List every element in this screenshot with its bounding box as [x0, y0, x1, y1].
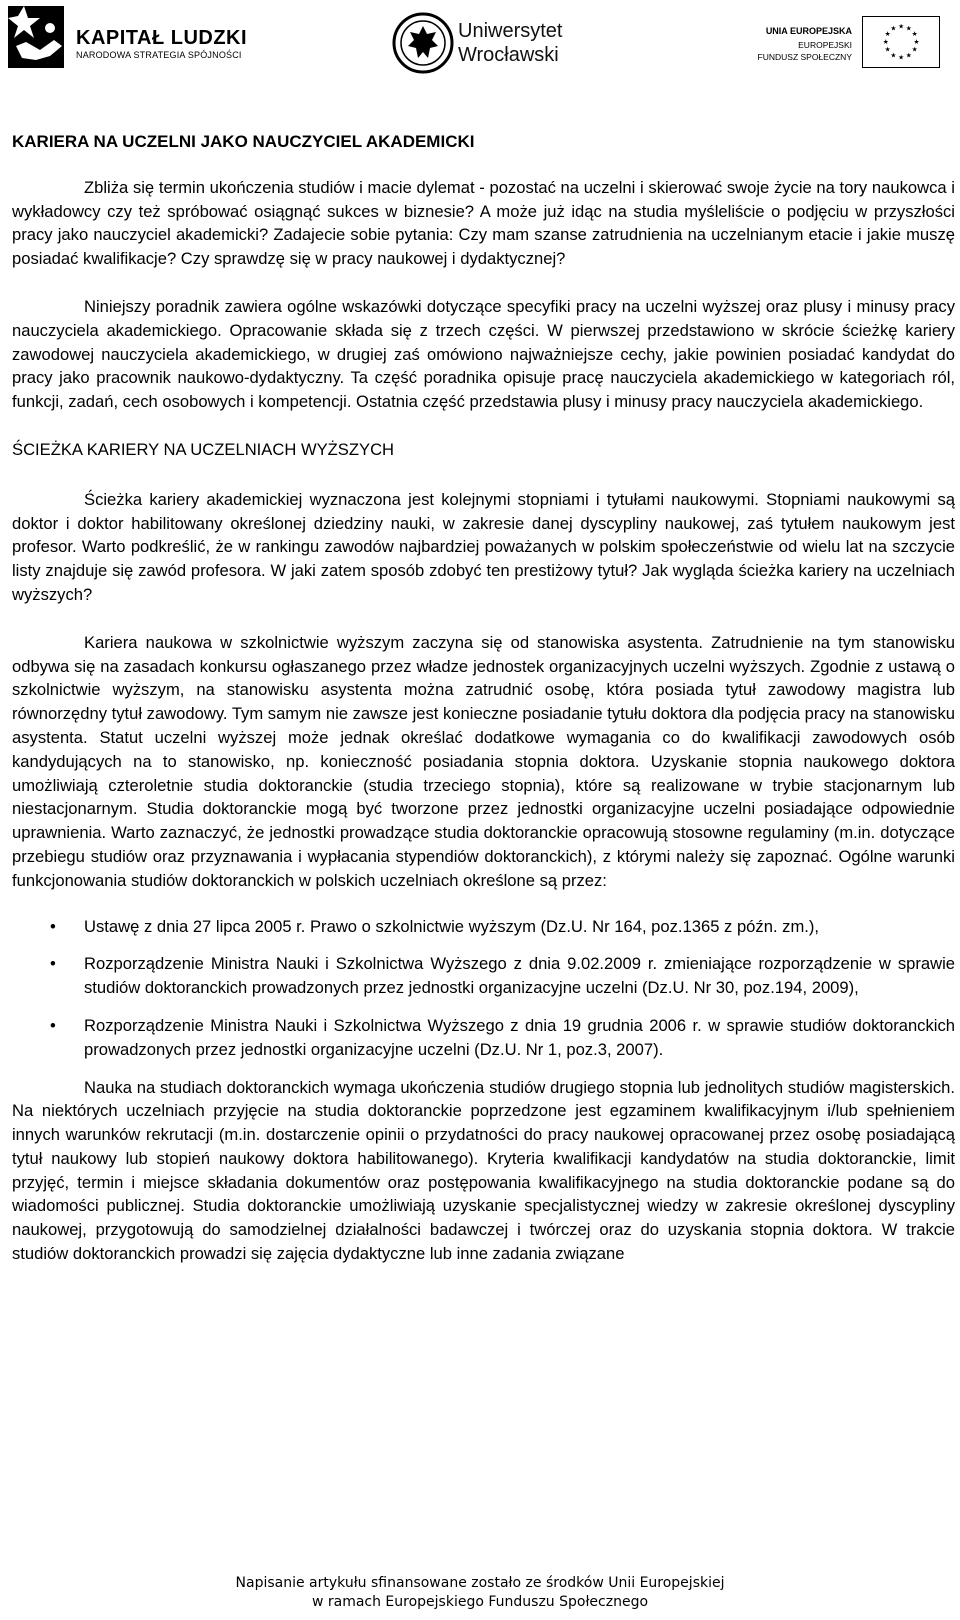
svg-text:★: ★ — [911, 45, 918, 54]
paragraph-assistant: Kariera naukowa w szkolnictwie wyższym zaczyna się od stanowiska asystenta. Zatrudnienie na tym stanowisku odbywa się na zasadach konkursu ogłaszanego przez władze jednostek organizacyjnych uczelni wyższych. Zgodnie z ustawą o szkolnictwie wyższym, na stanowisku asystenta można zatrudnić osobę, która posiada tytuł zawodowy magistra lub równorzędny tytuł zawodowy. Tym samym nie zawsze jest konieczne posiadanie tytułu doktora dla podjęcia pracy na stanowisku asystenta. Statut uczelni wyższej może jednak określać dodatkowe wymagania co do kwalifikacji zawodowych osób kandydujących na to stanowisko, np. konieczność posiadania stopnia doktora. Uzyskanie stopnia naukowego doktora umożliwiają czteroletnie studia doktoranckie (studia trzeciego stopnia), które są realizowane w trybie stacjonarnym lub niestacjonarnym. Studia doktoranckie mogą być tworzone przez jednostki organizacyjne uczelni posiadające odpowiednie uprawnienia. Warto zaznaczyć, że jednostki prowadzące studia doktoranckie opracowują stosowne regulaminy (m.in. dotyczące przebiegu studiów oraz przyznawania i wypłacania stypendiów doktoranckich), z którymi należy się zapoznać. Ogólne warunki funkcjonowania studiów doktoranckich w polskich uczelniach określone są przez: — [12, 632, 955, 890]
university-logo — [392, 12, 582, 74]
document-title: KARIERA NA UCZELNI JAKO NAUCZYCIEL AKADEMICKI — [12, 132, 475, 151]
footer-line2: w ramach Europejskiego Funduszu Społecznego — [311, 1594, 649, 1610]
svg-text:★: ★ — [890, 51, 897, 60]
paragraph-intro: Zbliża się termin ukończenia studiów i macie dylemat - pozostać na uczelni i skierować swoje życie na tory naukowca i wykładowcy czy też spróbować osiągnąć sukces w biznesie? A może już idąc na studia myśleliście o podjęciu w przyszłości pracy jako nauczyciel akademicki? Zadajecie sobie pytania: Czy mam szanse zatrudnienia na uczelnianym etacie i jakie muszę posiadać kwalifikacje? Czy sprawdzę się w pracy naukowej i dydaktycznej? — [12, 177, 955, 269]
svg-text:★: ★ — [882, 37, 889, 46]
section-heading: ŚCIEŻKA KARIERY NA UCZELNIACH WYŻSZYCH — [12, 439, 395, 459]
footer-line1: Napisanie artykułu sfinansowane zostało ze środków Unii Europejskiej — [235, 1575, 725, 1591]
eu-line3: FUNDUSZ SPOŁECZNY — [757, 52, 852, 62]
list-item — [12, 952, 955, 1000]
svg-text:★: ★ — [898, 22, 905, 31]
bullet-icon: • — [50, 954, 56, 974]
footer — [0, 1574, 960, 1612]
university-seal-icon — [392, 12, 454, 74]
eu-flag-icon — [862, 16, 940, 68]
paragraph-guide-overview: Niniejszy poradnik zawiera ogólne wskazówki dotyczące specyfiki pracy na uczelni wyższej oraz plusy i minusy pracy nauczyciela akademickiego. Opracowanie składa się z trzech części. W pierwszej przedstawiono w skrócie ścieżkę kariery zawodowej nauczyciela akademickiego, w drugiej zaś omówiono najważniejsze cechy, jakie powinien posiadać kandydat do pracy jako pracownik naukowo-dydaktyczny. Ta część poradnika opisuje pracę nauczyciela akademickiego w kategoriach ról, funkcji, zadań, cech osobowych i kompetencji. Ostatnia część przedstawia plusy i minusy pracy nauczyciela akademickiego. — [12, 296, 955, 412]
svg-text:★: ★ — [905, 51, 912, 60]
kapital-ludzki-title: KAPITAŁ LUDZKI — [76, 27, 248, 49]
svg-text:★: ★ — [884, 45, 891, 54]
svg-text:★: ★ — [913, 37, 920, 46]
eu-line2: EUROPEJSKI — [798, 40, 852, 50]
header-logos — [0, 0, 960, 80]
eu-logo — [748, 14, 948, 74]
document-body — [12, 130, 955, 1266]
kapital-ludzki-subtitle: NARODOWA STRATEGIA SPÓJNOŚCI — [76, 50, 242, 60]
list-item — [12, 1014, 955, 1062]
list-item-text: Ustawę z dnia 27 lipca 2005 r. Prawo o szkolnictwie wyższym (Dz.U. Nr 164, poz.1365 z późn. zm.), — [84, 916, 820, 936]
university-name-line1: Uniwersytet — [458, 20, 563, 42]
svg-text:★: ★ — [890, 24, 897, 33]
list-item-text: Rozporządzenie Ministra Nauki i Szkolnictwa Wyższego z dnia 9.02.2009 r. zmieniające rozporządzenie w sprawie studiów doktoranckich prowadzonych przez jednostki organizacyjne uczelni (Dz.U. Nr 30, poz.194, 2009), — [84, 954, 955, 998]
kapital-ludzki-logo — [6, 2, 256, 76]
list-item — [12, 915, 955, 939]
svg-text:★: ★ — [905, 24, 912, 33]
bullet-icon: • — [50, 916, 56, 936]
kapital-ludzki-emblem-icon — [6, 2, 68, 74]
svg-text:★: ★ — [911, 30, 918, 39]
regulations-list — [12, 915, 955, 1062]
bullet-icon: • — [50, 1015, 56, 1035]
paragraph-doctoral-studies: Nauka na studiach doktoranckich wymaga ukończenia studiów drugiego stopnia lub jednolitych studiów magisterskich. Na niektórych uczelniach przyjęcie na studia doktoranckie poprzedzone jest egzaminem kwalifikacyjnym i/lub spełnieniem innych warunków rekrutacji (m.in. dostarczenie opinii o przydatności do pracy naukowej opracowanej przez osobę posiadającą tytuł naukowy lub stopień naukowy doktora habilitowanego). Kryteria kwalifikacji kandydatów na studia doktoranckie, limit przyjęć, termin i miejsce składania dokumentów oraz postępowania kwalifikacyjnego na studia doktoranckie podane są do wiadomości publicznej. Studia doktoranckie umożliwiają uzyskanie specjalistycznej wiedzy w zakresie określonej dyscypliny naukowej, przygotowują do samodzielnej działalności badawczej i twórczej oraz do uzyskania stopnia doktora. W trakcie studiów doktoranckich prowadzi się zajęcia dydaktyczne lub inne zadania związane — [12, 1077, 955, 1264]
university-name-line2: Wrocławski — [458, 44, 559, 66]
paragraph-career-path: Ścieżka kariery akademickiej wyznaczona jest kolejnymi stopniami i tytułami naukowymi. Stopniami naukowymi są doktor i doktor habilitowany określonej dziedziny nauki, w zakresie danej dyscypliny naukowej, zaś tytułem naukowym jest profesor. Warto podkreślić, że w rankingu zawodów najbardziej poważanych w polskim społeczeństwie od wielu lat na szczycie listy znajduje się zawód profesora. W jaki zatem sposób zdobyć ten prestiżowy tytuł? Jak wygląda ścieżka kariery na uczelniach wyższych? — [12, 489, 955, 604]
svg-text:★: ★ — [884, 30, 891, 39]
list-item-text: Rozporządzenie Ministra Nauki i Szkolnictwa Wyższego z dnia 19 grudnia 2006 r. w sprawie studiów doktoranckich prowadzonych przez jednostki organizacyjne uczelni (Dz.U. Nr 1, poz.3, 2007). — [84, 1015, 955, 1059]
svg-text:★: ★ — [898, 53, 905, 62]
eu-line1: UNIA EUROPEJSKA — [765, 26, 852, 36]
